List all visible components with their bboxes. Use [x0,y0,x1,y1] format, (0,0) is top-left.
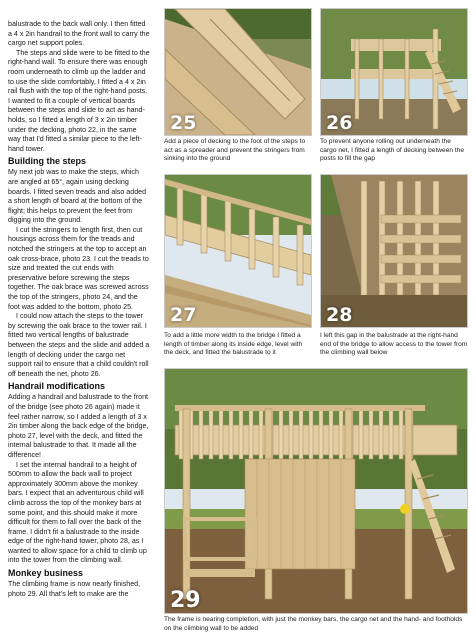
monkey-paragraph: The climbing frame is now nearly finished, photo 29. All that's left to make are the [8,580,141,598]
photo-29-caption: The frame is nearing completion, with just the monkey bars, the cargo net and the hand- and footholds on the climbing wall to be added [164,616,463,632]
photo-number: 27 [170,304,197,326]
photo-25 [164,8,312,136]
steps-slide-paragraph: The steps and slide were to be fitted to the right-hand wall. To ensure there was enough room underneath to climb up the ladder and to use the slide comfortably, I fitted a 4 x 2in rail flush with the top of the right-hand posts. I wanted to fit a couple of vertical boards between the steps and slide to act as hand-holds, so I fitted a length of 3 x 2in timber under the decking, photo 22, in the same way that I'd fitted a similar piece to the left-hand tower. [8,48,150,153]
photo-29 [164,368,468,614]
intro-paragraph: balustrade to the back wall only. I then fitted a 4 x 2in handrail to the front wall to carry the cargo net support poles. [8,20,150,48]
photo-number: 26 [326,112,353,134]
photo-27-caption: To add a little more width to the bridge I fitted a length of timber along its inside edge, level with the deck, and fitted the balustrade to it [164,332,303,357]
steps-paragraph-2: I cut the stringers to length first, then cut housings across them for the treads and notched the stringers at the top to accept an oak cross-brace, photo 23. I cut the treads to size and treated the cut ends with preservative before screwing the steps together. The oak brace was screwed across the top of the stringers, photo 24, and the foot was added to the bottom, photo 25. [8,225,149,311]
steps-paragraph-1: My next job was to make the steps, which are angled at 65°, again using decking boards. I fitted seven treads and also added a short length of board at the bottom of the flight; this helps to prevent the feet from digging into the ground. [8,168,147,225]
photo-number: 28 [326,304,353,326]
steps-paragraph-3: I could now attach the steps to the tower by screwing the oak brace to the tower rail. I fitted two vertical lengths of balustrade between the steps and the slide and added a length of decking under the cargo net support rail to ensure that a child couldn't roll off beneath the net, photo 26. [8,312,150,378]
photo-28-caption: I left this gap in the balustrade at the right-hand end of the bridge to allow access to the tower from the climbing wall below [320,332,468,357]
heading-building-steps: Building the steps [8,156,87,167]
article-text-column [8,20,150,599]
heading-monkey-business: Monkey business [8,568,84,579]
handrail-paragraph-1: Adding a handrail and balustrade to the front of the bridge (see photo 26 again) made it feel rather narrow, so I added a length of 3 x 2in timber along the back edge of the bridge, photo 27, level with the deck, and fitted the internal balustrade to that. It made all the difference! [8,393,149,459]
photo-28 [320,174,468,328]
photo-27 [164,174,312,328]
photo-25-caption: Add a piece of decking to the foot of the steps to act as a spreader and prevent the stringers from sinking into the ground [164,138,306,163]
handrail-paragraph-2: I set the internal handrail to a height of 500mm to allow the back wall to project approximately 300mm above the monkey bars. I expect that an adventurous child will climb across the top of the monkey bars at some point, and this should make it more difficult for them to fall over the back of the frame. I didn't fit a balustrade to the inside edge of the right-hand tower, photo 28, as I wanted to allow space for a child to climb up into the tower from the climbing wall. [8,460,147,565]
photo-number: 25 [170,112,197,134]
photo-29-image [165,369,467,613]
photo-26-caption: To prevent anyone rolling out underneath the cargo net, I fitted a length of decking between the posts to fill the gap [320,138,465,163]
photo-number: 29 [170,588,201,613]
heading-handrail: Handrail modifications [8,381,106,392]
photo-26 [320,8,468,136]
